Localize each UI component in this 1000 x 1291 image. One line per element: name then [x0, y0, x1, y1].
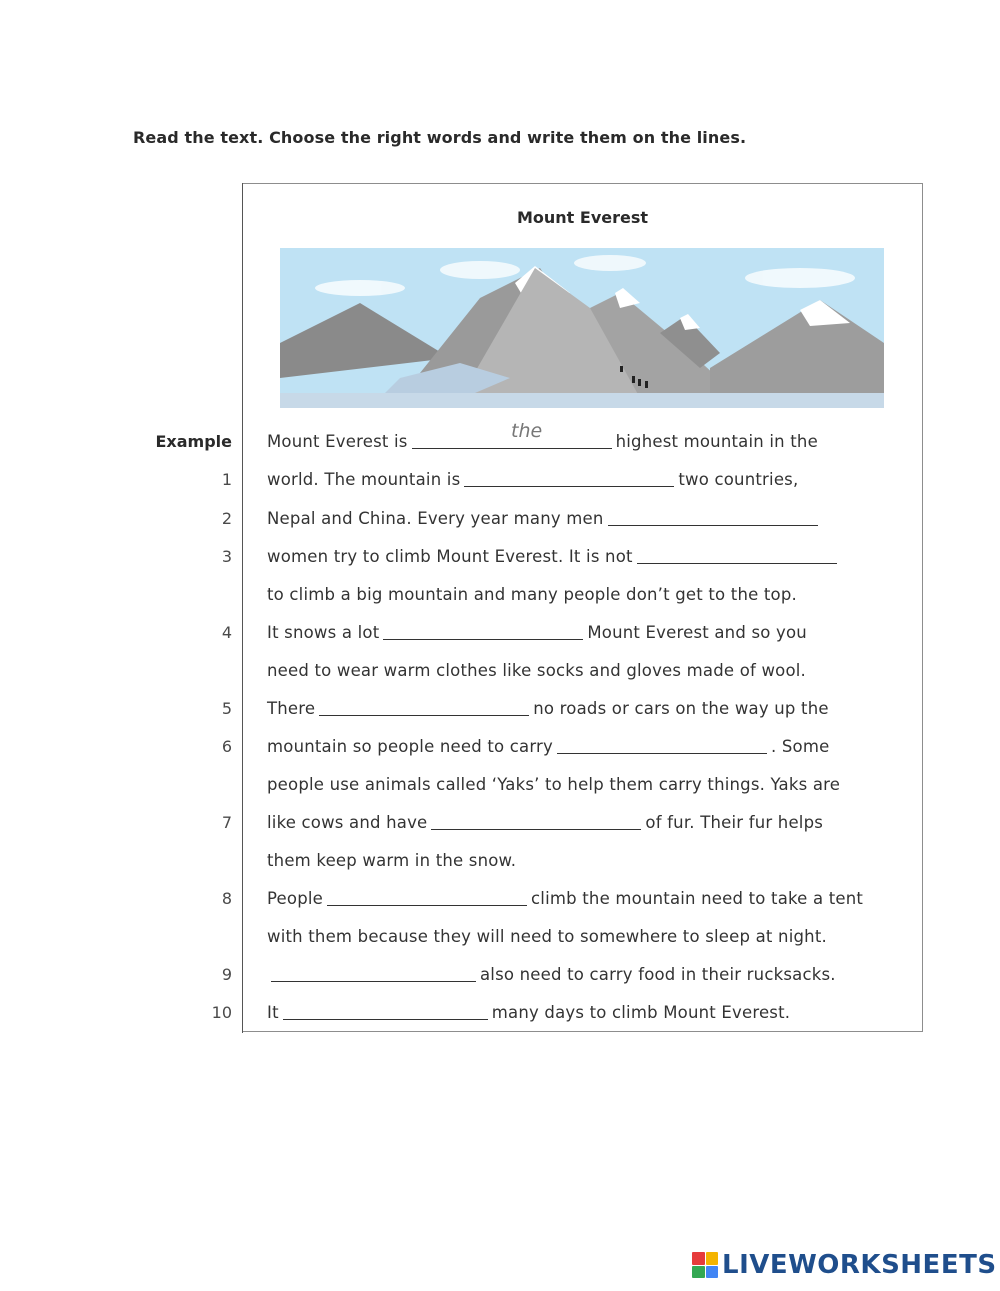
passage-row: [0, 470, 1000, 508]
row-number: 2: [221, 509, 232, 528]
text-fragment: . Some: [770, 737, 830, 756]
passage-row: [0, 661, 1000, 699]
brand-text: LIVEWORKSHEETS: [722, 1250, 997, 1280]
row-text: [267, 623, 807, 642]
text-fragment: women try to climb Mount Everest. It is not: [267, 547, 633, 566]
row-number: 10: [211, 1003, 232, 1022]
row-text: [267, 1003, 790, 1022]
text-fragment: two countries,: [678, 470, 799, 489]
brand-icon: [692, 1252, 718, 1278]
text-fragment: It: [267, 1003, 279, 1022]
passage-row: [0, 851, 1000, 889]
passage-row: [0, 547, 1000, 585]
passage-row: [0, 927, 1000, 965]
row-text: [267, 775, 840, 794]
text-fragment: many days to climb Mount Everest.: [491, 1003, 791, 1022]
text-fragment: mountain so people need to carry: [267, 737, 553, 756]
answer-blank[interactable]: [464, 470, 674, 487]
text-fragment: People: [267, 889, 324, 908]
text-fragment: them keep warm in the snow.: [267, 851, 517, 870]
passage-row: [0, 432, 1000, 470]
text-fragment: It snows a lot: [267, 623, 380, 642]
passage-row: [0, 775, 1000, 813]
passage-row: [0, 889, 1000, 927]
row-number: 7: [221, 813, 232, 832]
row-number: 8: [221, 889, 232, 908]
row-text: [267, 470, 798, 489]
row-number: Example: [155, 432, 232, 451]
answer-blank[interactable]: [412, 432, 612, 449]
row-text: [267, 737, 829, 756]
passage-row: [0, 509, 1000, 547]
row-text: [267, 851, 516, 870]
row-number: 1: [221, 470, 232, 489]
passage-row: [0, 1003, 1000, 1041]
row-number: 3: [221, 547, 232, 566]
answer-blank[interactable]: [327, 889, 527, 906]
row-text: [267, 889, 863, 908]
answer-blank[interactable]: [557, 737, 767, 754]
text-fragment: highest mountain in the: [615, 432, 818, 451]
row-number: 9: [221, 965, 232, 984]
text-fragment: world. The mountain is: [267, 470, 461, 489]
answer-blank[interactable]: [283, 1003, 488, 1020]
passage-title: Mount Everest: [516, 208, 649, 227]
row-text: [267, 509, 822, 528]
answer-blank[interactable]: [319, 699, 529, 716]
example-answer: the: [511, 420, 543, 442]
row-number: 5: [221, 699, 232, 718]
row-text: [267, 965, 836, 984]
row-text: [267, 813, 823, 832]
text-fragment: with them because they will need to somewhere to sleep at night.: [267, 927, 827, 946]
answer-blank[interactable]: [608, 509, 818, 526]
text-fragment: There: [267, 699, 316, 718]
mountain-illustration: [280, 248, 884, 408]
text-fragment: climb the mountain need to take a tent: [531, 889, 864, 908]
row-text: [267, 585, 797, 604]
row-text: [267, 432, 818, 451]
text-fragment: Mount Everest is: [267, 432, 408, 451]
text-fragment: Mount Everest and so you: [587, 623, 807, 642]
passage-row: [0, 965, 1000, 1003]
answer-blank[interactable]: [383, 623, 583, 640]
passage-row: [0, 585, 1000, 623]
brand-logo: [692, 1250, 997, 1280]
row-number: 4: [221, 623, 232, 642]
text-fragment: to climb a big mountain and many people don’t get to the top.: [267, 585, 797, 604]
text-fragment: need to wear warm clothes like socks and gloves made of wool.: [267, 661, 806, 680]
answer-blank[interactable]: [431, 813, 641, 830]
passage-row: [0, 737, 1000, 775]
text-fragment: Nepal and China. Every year many men: [267, 509, 604, 528]
row-text: [267, 661, 806, 680]
text-fragment: of fur. Their fur helps: [645, 813, 824, 832]
text-fragment: no roads or cars on the way up the: [533, 699, 829, 718]
text-fragment: like cows and have: [267, 813, 428, 832]
instruction-text: Read the text. Choose the right words and write them on the lines.: [133, 128, 747, 147]
answer-blank[interactable]: [271, 965, 476, 982]
passage-row: [0, 623, 1000, 661]
row-text: [267, 927, 827, 946]
text-fragment: also need to carry food in their rucksacks.: [480, 965, 836, 984]
text-fragment: people use animals called ‘Yaks’ to help them carry things. Yaks are: [267, 775, 841, 794]
answer-blank[interactable]: [637, 547, 837, 564]
row-number: 6: [221, 737, 232, 756]
passage-row: [0, 699, 1000, 737]
row-text: [267, 547, 841, 566]
row-text: [267, 699, 829, 718]
passage-row: [0, 813, 1000, 851]
